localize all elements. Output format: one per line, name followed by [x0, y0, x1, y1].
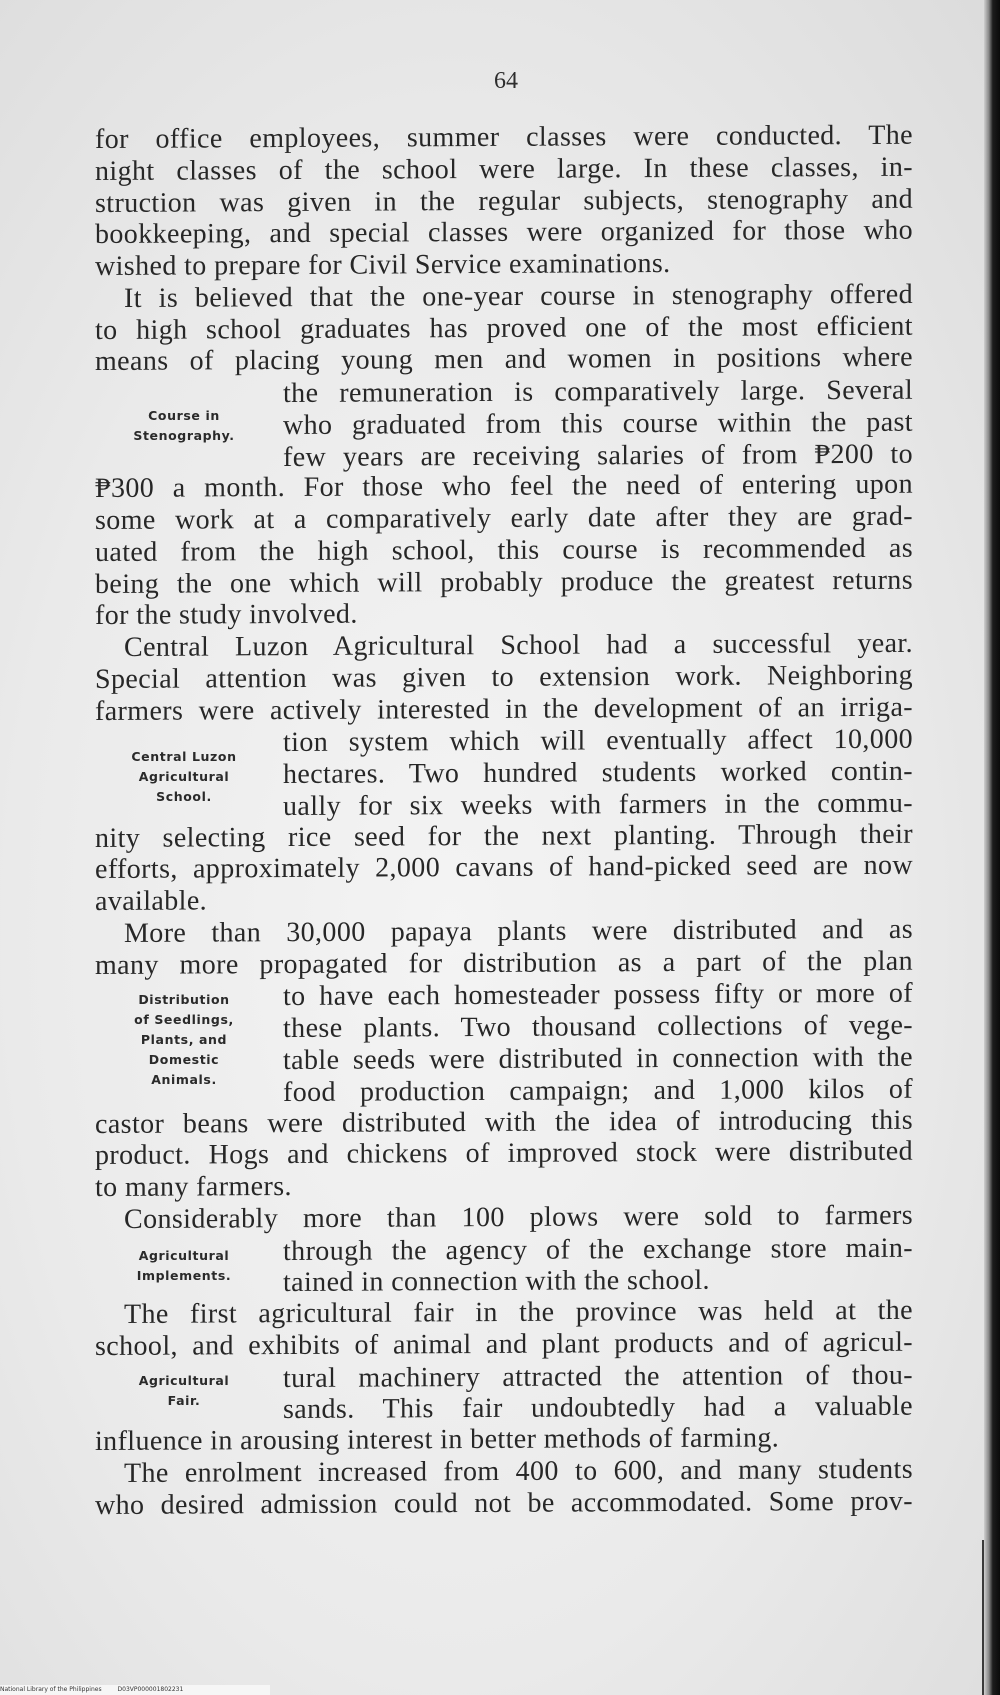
text-line: ₱300 a month. For those who feel the need of entering upon: [95, 468, 913, 504]
margin-note-line: Central Luzon: [131, 749, 237, 764]
text-line: through the agency of the exchange store main-: [283, 1232, 913, 1267]
text-line: sands. This fair undoubtedly had a valuable: [283, 1390, 913, 1425]
text-line: to many farmers.: [95, 1170, 292, 1203]
margin-note-line: Implements.: [136, 1268, 232, 1283]
text-line: to have each homesteader possess fifty or more of: [283, 977, 913, 1012]
margin-note-stenography: [100, 406, 268, 446]
margin-note-line: Stenography.: [133, 428, 235, 443]
margin-note-line: School.: [156, 789, 212, 804]
text-line: tural machinery attracted the attention of thou-: [283, 1359, 913, 1394]
margin-note-implements: [100, 1246, 268, 1286]
text-line: being the one which will probably produce the greatest returns: [95, 564, 913, 600]
text-line: food production campaign; and 1,000 kilos of: [283, 1073, 913, 1108]
margin-note-line: Agricultural: [138, 769, 230, 784]
text-line: night classes of the school were large. In these classes, in-: [95, 151, 913, 187]
text-line: nity selecting rice seed for the next planting. Through their: [95, 818, 913, 854]
text-line: few years are receiving salaries of from ₱200 to: [283, 438, 913, 473]
margin-note-line: Agricultural: [138, 1248, 230, 1263]
text-line: some work at a comparatively early date after they are grad-: [95, 500, 913, 536]
margin-note-line: of Seedlings,: [134, 1012, 234, 1027]
text-line: who desired admission could not be accommodated. Some prov-: [95, 1485, 913, 1521]
text-line: available.: [95, 885, 208, 917]
text-line: More than 30,000 papaya plants were distributed and as: [124, 913, 913, 949]
text-line: Special attention was given to extension work. Neighboring: [95, 659, 913, 695]
text-line: farmers were actively interested in the development of an irriga-: [95, 691, 913, 727]
margin-note-fair: [100, 1371, 268, 1411]
margin-note-line: Fair.: [167, 1393, 201, 1408]
text-line: to high school graduates has proved one of the most efficient: [95, 310, 913, 346]
text-line: many more propagated for distribution as a part of the plan: [95, 945, 913, 981]
text-line: tion system which will eventually affect 10,000: [283, 723, 913, 758]
text-line: efforts, approximately 2,000 cavans of hand-picked seed are now: [95, 849, 913, 885]
text-line: influence in arousing interest in better methods of farming.: [95, 1422, 780, 1457]
footer-library: National Library of the Philippines: [0, 1686, 102, 1693]
text-line: bookkeeping, and special classes were organized for those who: [95, 214, 913, 250]
text-line: product. Hogs and chickens of improved stock were distributed: [95, 1135, 913, 1171]
text-line: for office employees, summer classes were conducted. The: [95, 119, 913, 155]
margin-note-line: Agricultural: [138, 1373, 230, 1388]
text-line: wished to prepare for Civil Service examinations.: [95, 247, 671, 282]
text-line: The first agricultural fair in the province was held at the: [124, 1294, 913, 1330]
scan-footer: [0, 1685, 270, 1695]
margin-note-line: Distribution: [138, 992, 230, 1007]
text-line: castor beans were distributed with the idea of introducing this: [95, 1104, 913, 1140]
text-line: these plants. Two thousand collections of vege-: [283, 1009, 913, 1044]
margin-note-line: Animals.: [151, 1072, 217, 1087]
text-line: ually for six weeks with farmers in the commu-: [283, 787, 913, 822]
text-line: means of placing young men and women in positions where: [95, 341, 913, 377]
text-line: tained in connection with the school.: [283, 1264, 710, 1298]
page-number: 64: [494, 68, 518, 94]
margin-note-line: Domestic: [148, 1052, 220, 1067]
text-line: who graduated from this course within the past: [283, 406, 913, 441]
text-line: struction was given in the regular subjects, stenography and: [95, 183, 913, 219]
text-line: the remuneration is comparatively large. Several: [283, 374, 913, 409]
text-line: hectares. Two hundred students worked contin-: [283, 755, 913, 790]
margin-note-distribution: [100, 990, 268, 1090]
text-line: Central Luzon Agricultural School had a successful year.: [124, 627, 913, 663]
text-line: for the study involved.: [95, 598, 358, 631]
text-line: table seeds were distributed in connection with the: [283, 1041, 913, 1076]
margin-note-central-luzon: [100, 747, 268, 807]
text-line: The enrolment increased from 400 to 600, and many students: [124, 1453, 913, 1489]
text-line: school, and exhibits of animal and plant products and of agricul-: [95, 1326, 913, 1362]
footer-identifier: D03VP000001802231: [117, 1686, 184, 1693]
text-line: Considerably more than 100 plows were sold to farmers: [124, 1199, 913, 1235]
margin-note-line: Plants, and: [140, 1032, 228, 1047]
margin-note-line: Course in: [148, 408, 220, 423]
text-line: It is believed that the one-year course in stenography offered: [124, 278, 913, 314]
text-line: uated from the high school, this course is recommended as: [95, 532, 913, 568]
